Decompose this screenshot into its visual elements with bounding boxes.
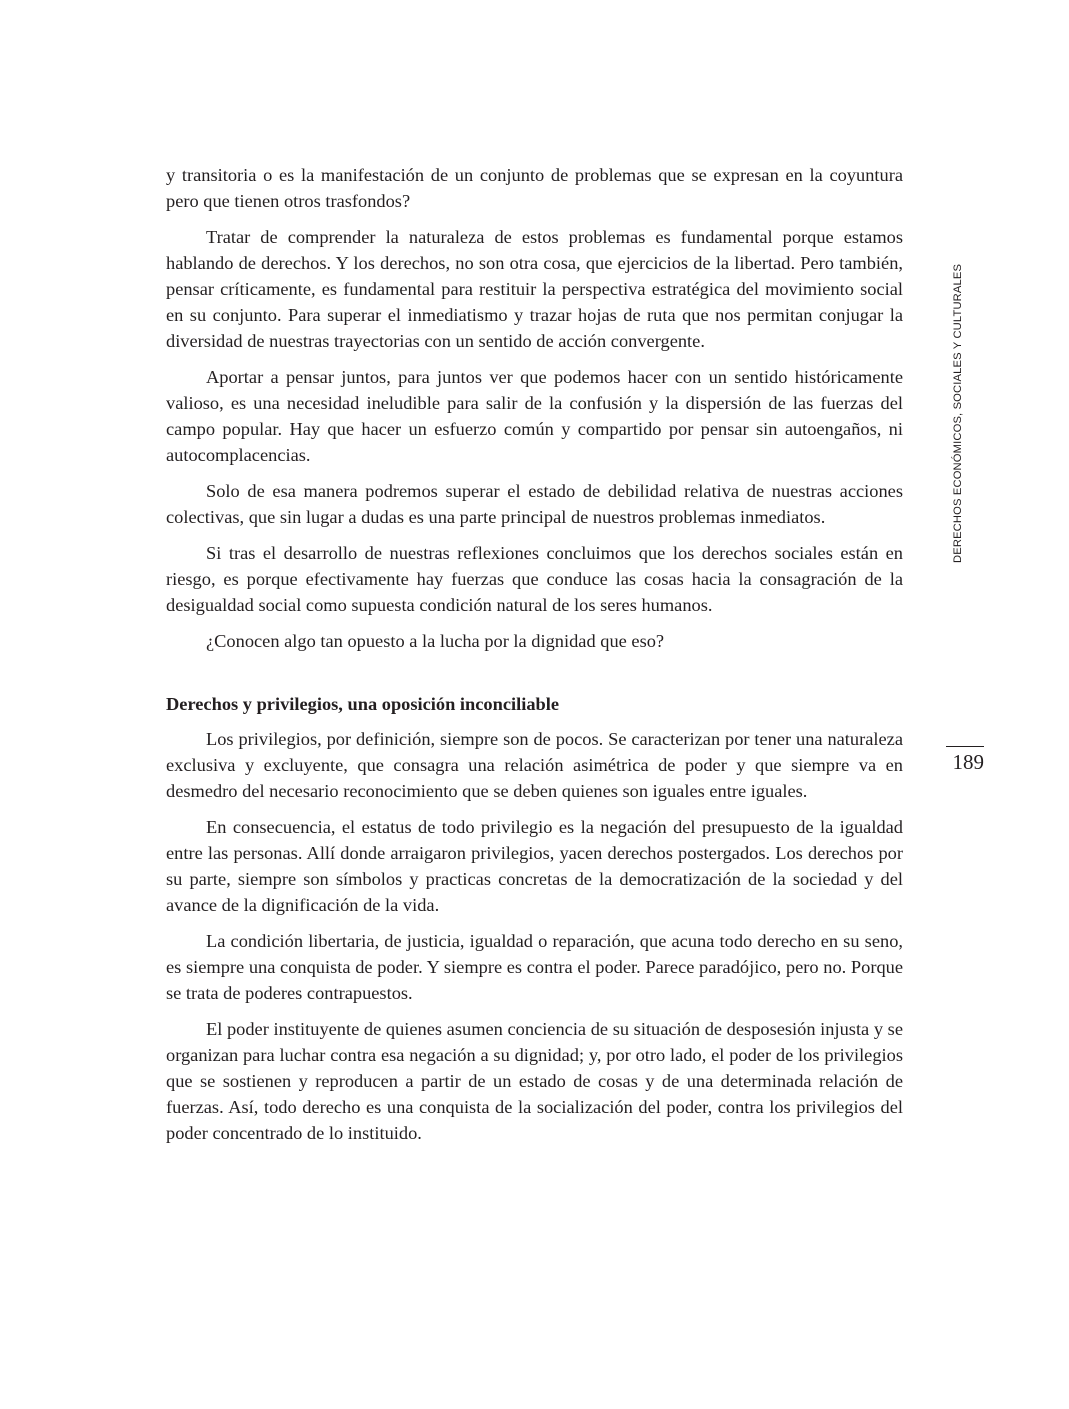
paragraph: La condición libertaria, de justicia, igualdad o reparación, que acuna todo derecho en su seno, es siempre una conquista de poder. Y siempre es contra el poder. Parece paradójico, pero no. Porque se trata de poderes contrapuestos. <box>166 931 903 1003</box>
paragraph: El poder instituyente de quienes asumen conciencia de su situación de desposesión injusta y se organizan para luchar contra esa negación a su dignidad; y, por otro lado, el poder de los privilegios que se sostienen y reproducen a partir de un estado de cosas y de una determinada relación de fuerzas. Así, todo derecho es una conquista de la socialización del poder, contra los privilegios del poder concentrado de lo instituido. <box>166 1019 903 1143</box>
paragraph: Solo de esa manera podremos superar el estado de debilidad relativa de nuestras acciones colectivas, que sin lugar a dudas es una parte principal de nuestros problemas inmediatos. <box>166 481 903 527</box>
page-number: 189 <box>952 750 984 774</box>
paragraph: Tratar de comprender la naturaleza de estos problemas es fundamental porque estamos hablando de derechos. Y los derechos, no son otra cosa, que ejercicios de la libertad. Pero también, pensar críticamente, es fundamental para restituir la perspectiva estratégica del movimiento social en su conjunto. Para superar el inmediatismo y trazar hojas de ruta que nos permitan conjugar la diversidad de nuestras trayectorias con un sentido de acción convergente. <box>166 227 903 351</box>
paragraph: ¿Conocen algo tan opuesto a la lucha por la dignidad que eso? <box>206 631 665 651</box>
paragraph: Si tras el desarrollo de nuestras reflexiones concluimos que los derechos sociales están en riesgo, es porque efectivamente hay fuerzas que conduce las cosas hacia la consagración de la desigualdad social como supuesta condición natural de los seres humanos. <box>166 543 903 615</box>
page-number-rule <box>946 746 984 747</box>
paragraph: Los privilegios, por definición, siempre son de pocos. Se caracterizan por tener una naturaleza exclusiva y excluyente, que consagra una relación asimétrica de poder y que siempre va en desmedro del necesario reconocimiento que se deben quienes son iguales entre iguales. <box>166 729 903 801</box>
running-head: DERECHOS ECONÓMICOS, SOCIALES Y CULTURALES <box>952 263 964 563</box>
paragraph: En consecuencia, el estatus de todo privilegio es la negación del presupuesto de la igualdad entre las personas. Allí donde arraigaron privilegios, yacen derechos postergados. Los derechos por su parte, siempre son símbolos y practicas concretas de la democratización de la sociedad y del avance de la dignificación de la vida. <box>166 817 903 915</box>
main-text-block <box>166 162 903 1156</box>
paragraph: Aportar a pensar juntos, para juntos ver que podemos hacer con un sentido históricamente valioso, es una necesidad ineludible para salir de la confusión y la dispersión de las fuerzas del campo popular. Hay que hacer un esfuerzo común y compartido por pensar sin autoengaños, ni autocomplacencias. <box>166 367 903 465</box>
paragraph-continuation: y transitoria o es la manifestación de un conjunto de problemas que se expresan en la coyuntura pero que tienen otros trasfondos? <box>166 165 903 211</box>
section-heading: Derechos y privilegios, una oposición inconciliable <box>166 694 560 714</box>
